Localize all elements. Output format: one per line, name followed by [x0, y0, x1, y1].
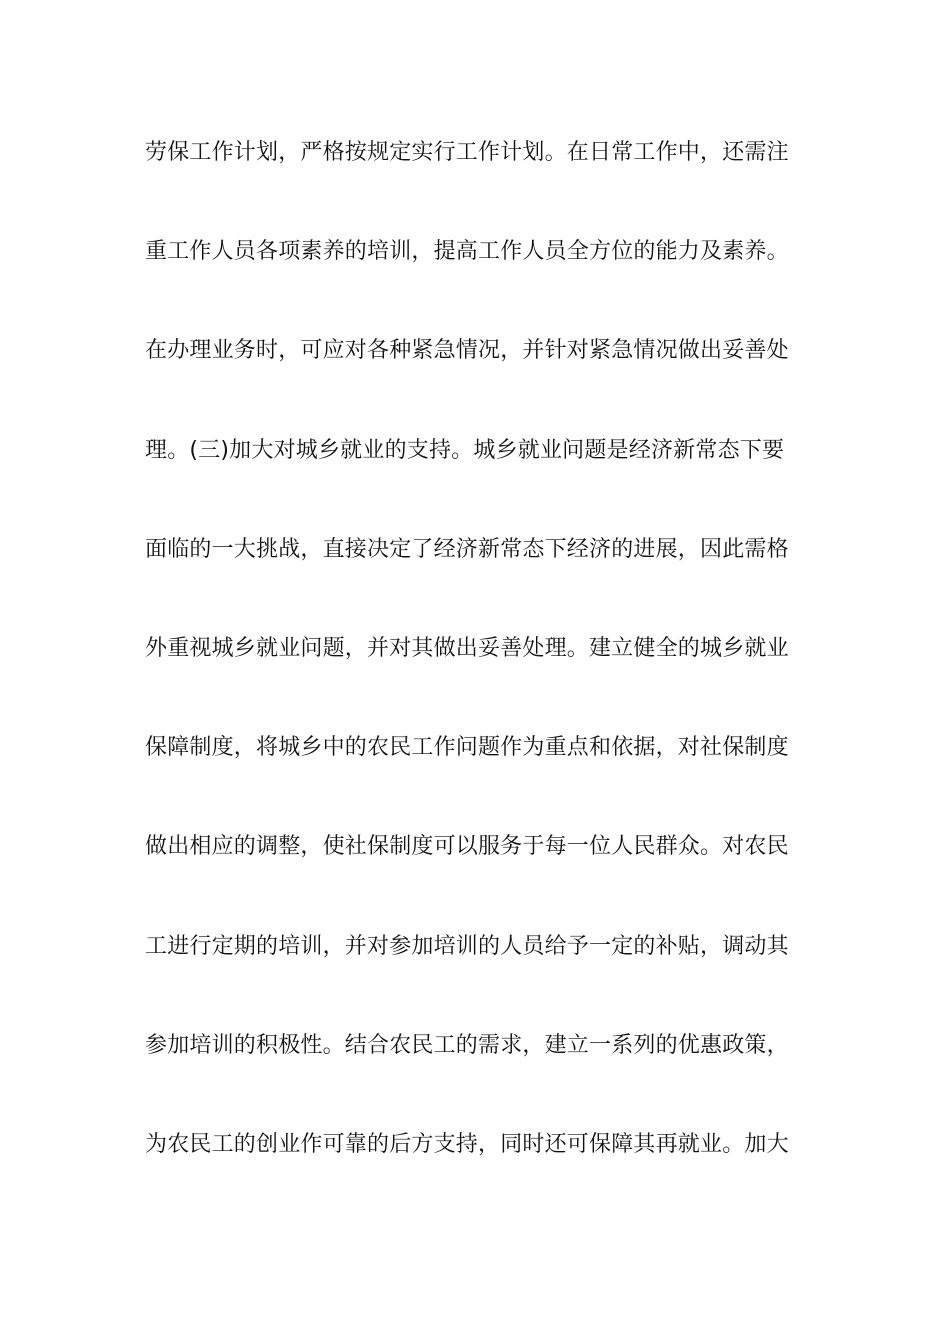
- text-line: 为农民工的创业作可靠的后方支持，同时还可保障其再就业。加大: [145, 1131, 789, 1157]
- text-line: 在办理业务时，可应对各种紧急情况，并针对紧急情况做出妥善处: [145, 338, 789, 364]
- text-line: 面临的一大挑战，直接决定了经济新常态下经济的进展，因此需格: [145, 536, 789, 562]
- text-line: 做出相应的调整，使社保制度可以服务于每一位人民群众。对农民: [145, 834, 789, 860]
- body-text: [145, 129, 810, 1220]
- text-line: 工进行定期的培训，并对参加培训的人员给予一定的补贴，调动其: [145, 933, 789, 959]
- text-line: 参加培训的积极性。结合农民工的需求，建立一系列的优惠政策，: [145, 1032, 789, 1058]
- text-line: 理。(三)加大对城乡就业的支持。城乡就业问题是经济新常态下要: [145, 437, 785, 463]
- text-line: 保障制度，将城乡中的农民工作问题作为重点和依据，对社保制度: [145, 735, 789, 761]
- text-line: 劳保工作计划，严格按规定实行工作计划。在日常工作中，还需注: [145, 140, 789, 165]
- text-line: 重工作人员各项素养的培训，提高工作人员全方位的能力及素养。: [145, 239, 789, 265]
- text-line: 外重视城乡就业问题，并对其做出妥善处理。建立健全的城乡就业: [145, 635, 789, 661]
